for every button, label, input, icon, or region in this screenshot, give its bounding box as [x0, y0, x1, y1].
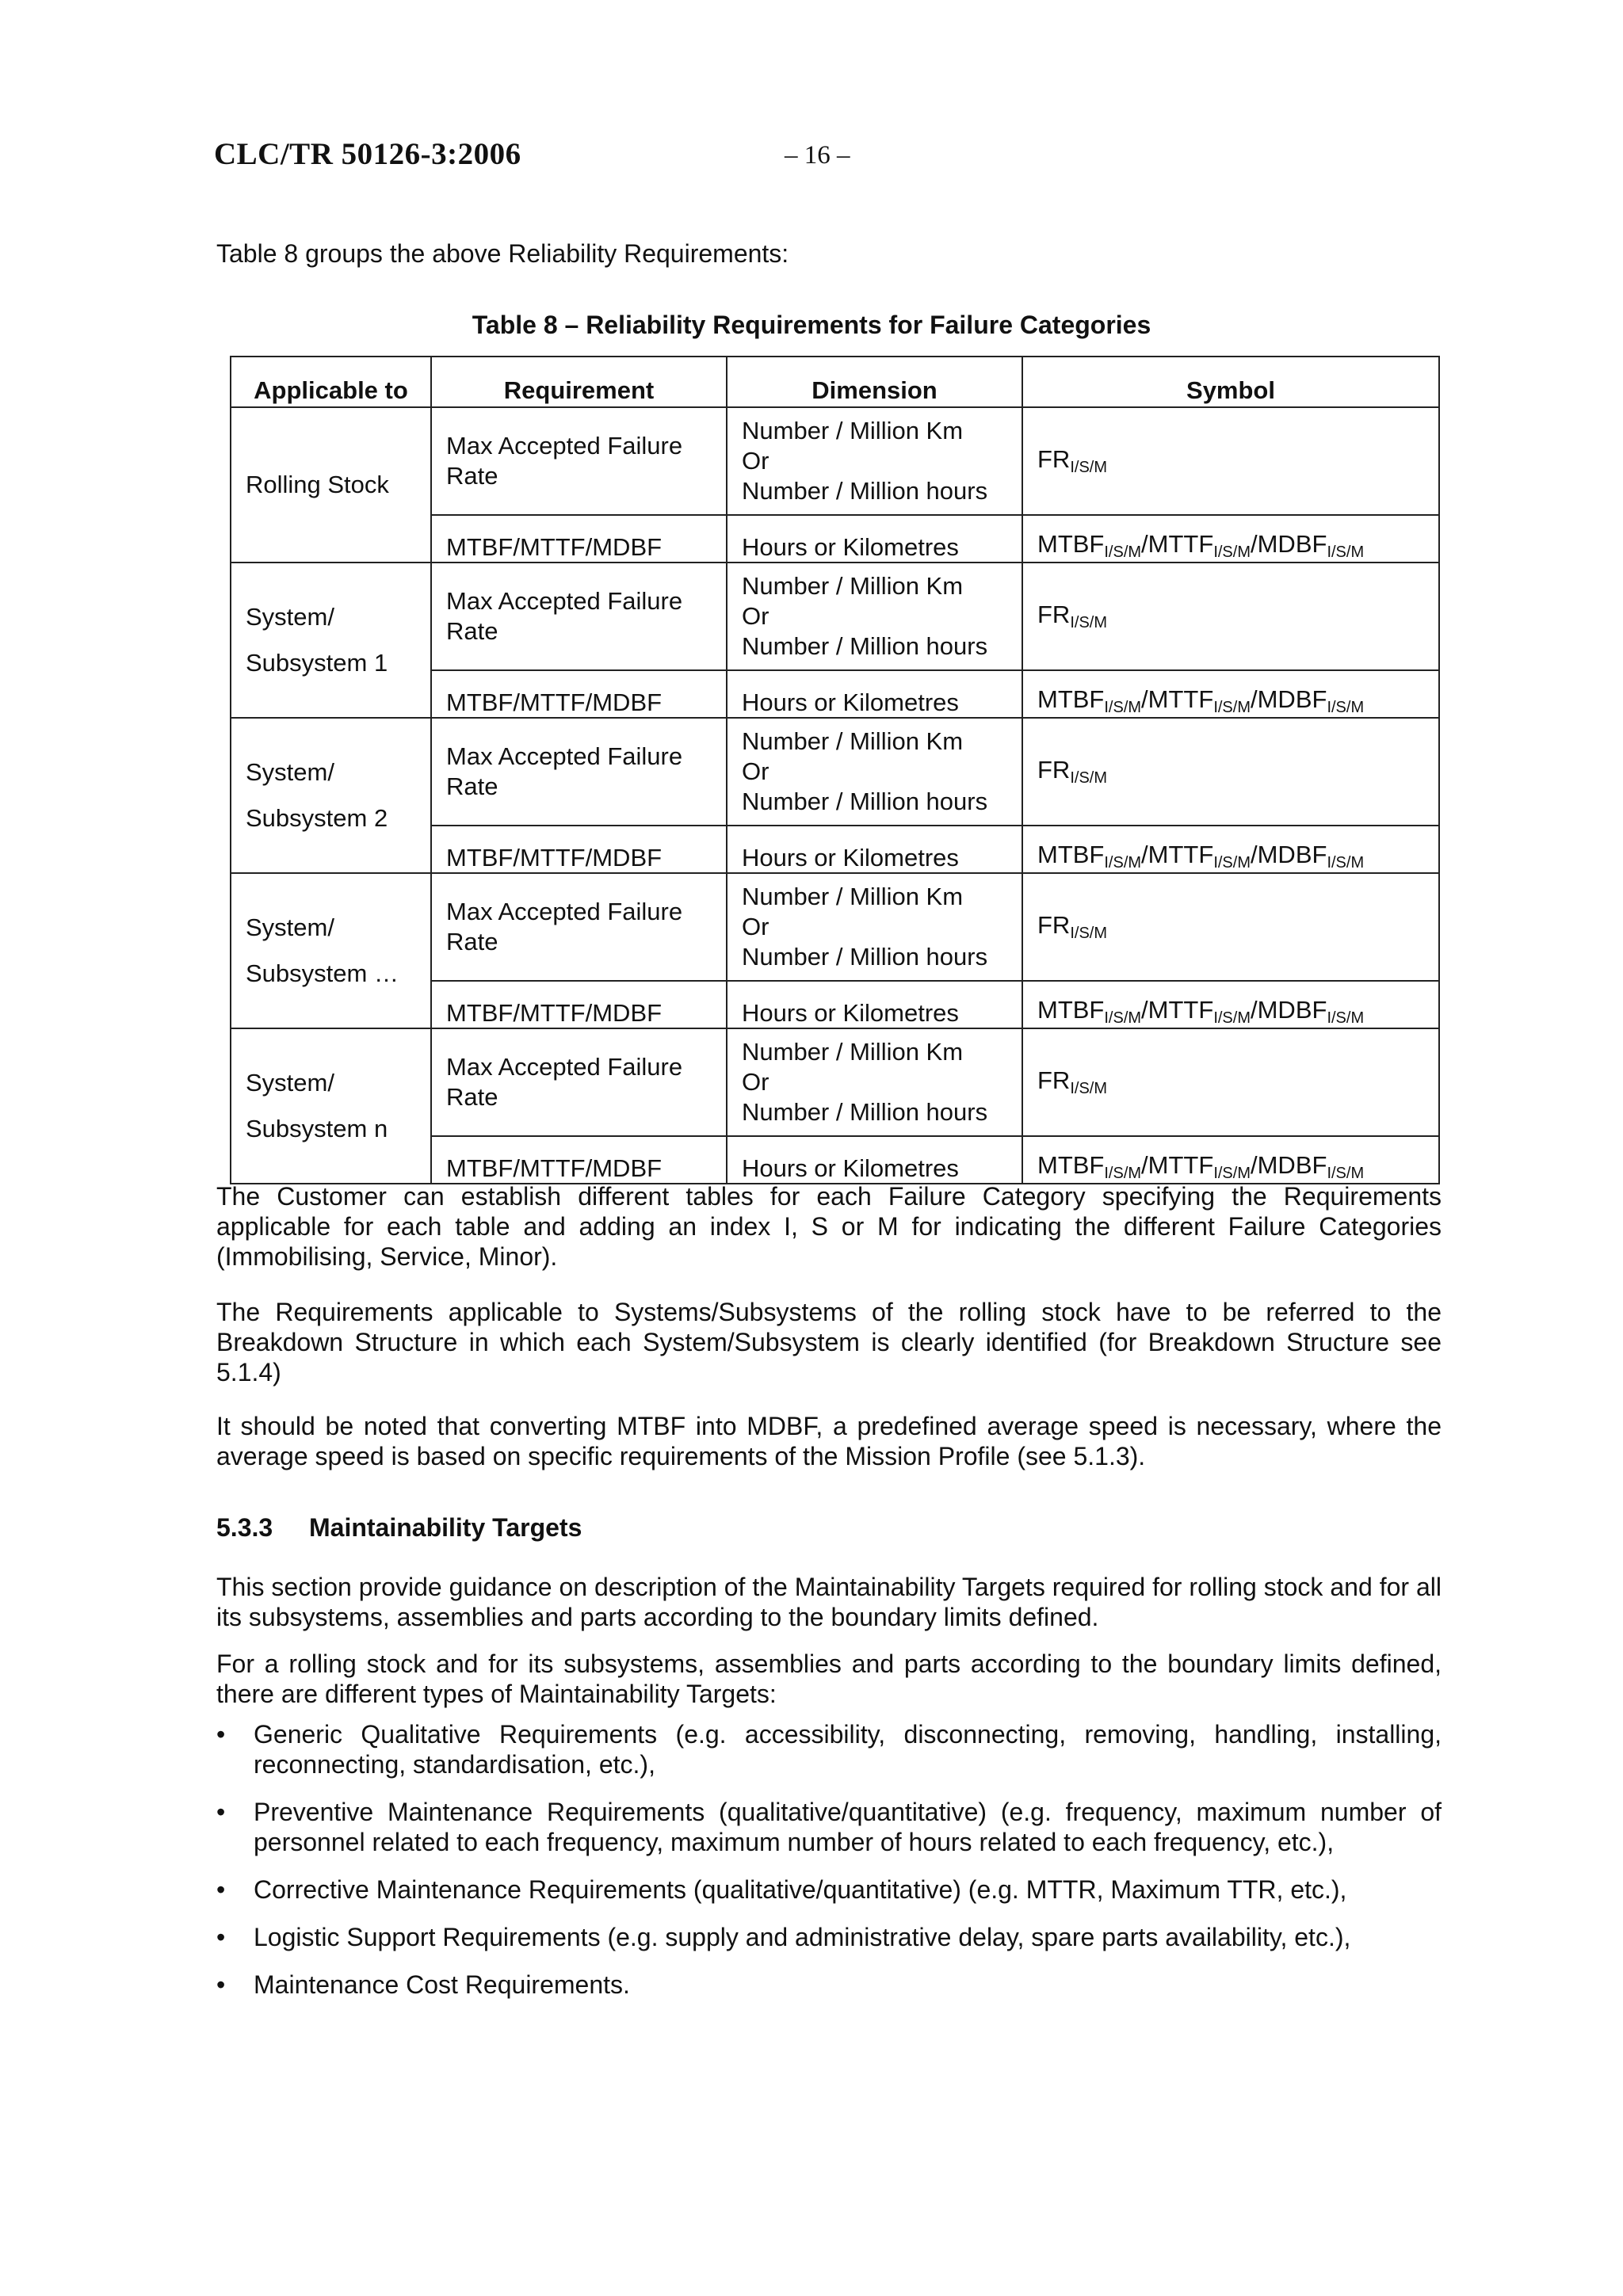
dimension-cell: Number / Million Km Or Number / Million hours: [727, 407, 1022, 515]
requirement-cell: Max Accepted Failure Rate: [431, 563, 727, 670]
requirement-cell: MTBF/MTTF/MDBF: [431, 1136, 727, 1184]
list-item: • Maintenance Cost Requirements.: [216, 1970, 630, 1999]
symbol-cell: $MTBF_{I/S/M}/MTTF_{I/S/M}/MDBF_{I/S/M}$: [1022, 1136, 1439, 1184]
header-dimension: Dimension: [727, 357, 1022, 407]
section-number: 5.3.3: [216, 1513, 273, 1542]
applicable-cell: Rolling Stock: [231, 407, 431, 563]
dimension-cell: Number / Million Km Or Number / Million hours: [727, 873, 1022, 981]
requirement-cell: MTBF/MTTF/MDBF: [431, 515, 727, 563]
table-caption: Table 8 – Reliability Requirements for Failure Categories: [472, 311, 1151, 339]
paragraph-failure-categories: The Customer can establish different tables for each Failure Category specifying the Requirements applicable for each table and adding an index I, S or M for indicating the different Failure Categories (Immobilising, Service, Minor).: [216, 1182, 1442, 1271]
dimension-cell: Hours or Kilometres: [727, 515, 1022, 563]
symbol-cell: $FR_{I/S/M}$: [1022, 563, 1439, 670]
paragraph-target-types: For a rolling stock and for its subsystems, assemblies and parts according to the boundary limits defined, there are different types of Maintainability Targets:: [216, 1650, 1442, 1708]
header-applicable-to: Applicable to: [231, 357, 431, 407]
dimension-cell: Hours or Kilometres: [727, 826, 1022, 873]
table-row: [231, 407, 1439, 515]
paragraph-breakdown-structure: The Requirements applicable to Systems/Subsystems of the rolling stock have to be referred to the Breakdown Structure in which each System/Subsystem is clearly identified (for Breakdown Structure see 5.1.4): [216, 1298, 1442, 1386]
bullet-icon: •: [216, 1875, 226, 1904]
symbol-cell: $MTBF_{I/S/M}/MTTF_{I/S/M}/MDBF_{I/S/M}$: [1022, 670, 1439, 718]
applicable-cell: System/ Subsystem …: [231, 873, 431, 1028]
symbol-cell: $FR_{I/S/M}$: [1022, 873, 1439, 981]
page-number: – 16 –: [785, 141, 850, 170]
header-symbol: Symbol: [1022, 357, 1439, 407]
list-item: • Generic Qualitative Requirements (e.g. accessibility, disconnecting, removing, handling, installing, reconnecting, standardisation, etc.),: [216, 1720, 1442, 1779]
list-item: • Preventive Maintenance Requirements (qualitative/quantitative) (e.g. frequency, maximum number of personnel related to each frequency, maximum number of hours related to each frequency, etc.),: [216, 1798, 1442, 1856]
section-heading: [216, 1513, 582, 1543]
bullet-icon: •: [216, 1970, 226, 1999]
symbol-cell: $MTBF_{I/S/M}/MTTF_{I/S/M}/MDBF_{I/S/M}$: [1022, 981, 1439, 1028]
dimension-cell: Number / Million Km Or Number / Million hours: [727, 563, 1022, 670]
table-row: [231, 873, 1439, 981]
paragraph-section-intro: This section provide guidance on description of the Maintainability Targets required for rolling stock and for all its subsystems, assemblies and parts according to the boundary limits defined.: [216, 1573, 1442, 1631]
document-id: CLC/TR 50126-3:2006: [214, 137, 521, 171]
header-requirement: Requirement: [431, 357, 727, 407]
bullet-icon: •: [216, 1923, 226, 1951]
dimension-cell: Hours or Kilometres: [727, 670, 1022, 718]
requirement-cell: Max Accepted Failure Rate: [431, 873, 727, 981]
bullet-icon: •: [216, 1798, 226, 1826]
list-item: • Corrective Maintenance Requirements (qualitative/quantitative) (e.g. MTTR, Maximum TTR, etc.),: [216, 1875, 1347, 1904]
table-row: [231, 718, 1439, 826]
dimension-cell: Hours or Kilometres: [727, 1136, 1022, 1184]
symbol-cell: $MTBF_{I/S/M}/MTTF_{I/S/M}/MDBF_{I/S/M}$: [1022, 515, 1439, 563]
applicable-cell: System/ Subsystem 2: [231, 718, 431, 873]
dimension-cell: Number / Million Km Or Number / Million hours: [727, 1028, 1022, 1136]
symbol-cell: $FR_{I/S/M}$: [1022, 407, 1439, 515]
dimension-cell: Hours or Kilometres: [727, 981, 1022, 1028]
table-header-row: [231, 357, 1439, 407]
paragraph-mtbf-mdbf: It should be noted that converting MTBF into MDBF, a predefined average speed is necessary, where the average speed is based on specific requirements of the Mission Profile (see 5.1.3).: [216, 1412, 1442, 1470]
applicable-cell: System/ Subsystem n: [231, 1028, 431, 1184]
requirement-cell: Max Accepted Failure Rate: [431, 407, 727, 515]
section-title: Maintainability Targets: [309, 1513, 582, 1542]
list-item: • Logistic Support Requirements (e.g. supply and administrative delay, spare parts availability, etc.),: [216, 1923, 1351, 1951]
requirement-cell: MTBF/MTTF/MDBF: [431, 670, 727, 718]
symbol-cell: $MTBF_{I/S/M}/MTTF_{I/S/M}/MDBF_{I/S/M}$: [1022, 826, 1439, 873]
requirement-cell: MTBF/MTTF/MDBF: [431, 826, 727, 873]
table-intro: Table 8 groups the above Reliability Requirements:: [216, 239, 789, 268]
requirement-cell: Max Accepted Failure Rate: [431, 718, 727, 826]
bullet-icon: •: [216, 1720, 226, 1749]
symbol-cell: $FR_{I/S/M}$: [1022, 1028, 1439, 1136]
maintainability-targets-list: [216, 1719, 1442, 2017]
reliability-table: [230, 356, 1440, 1184]
applicable-cell: System/ Subsystem 1: [231, 563, 431, 718]
table-row: [231, 1028, 1439, 1136]
table-row: [231, 563, 1439, 670]
requirement-cell: Max Accepted Failure Rate: [431, 1028, 727, 1136]
symbol-cell: $FR_{I/S/M}$: [1022, 718, 1439, 826]
dimension-cell: Number / Million Km Or Number / Million hours: [727, 718, 1022, 826]
requirement-cell: MTBF/MTTF/MDBF: [431, 981, 727, 1028]
